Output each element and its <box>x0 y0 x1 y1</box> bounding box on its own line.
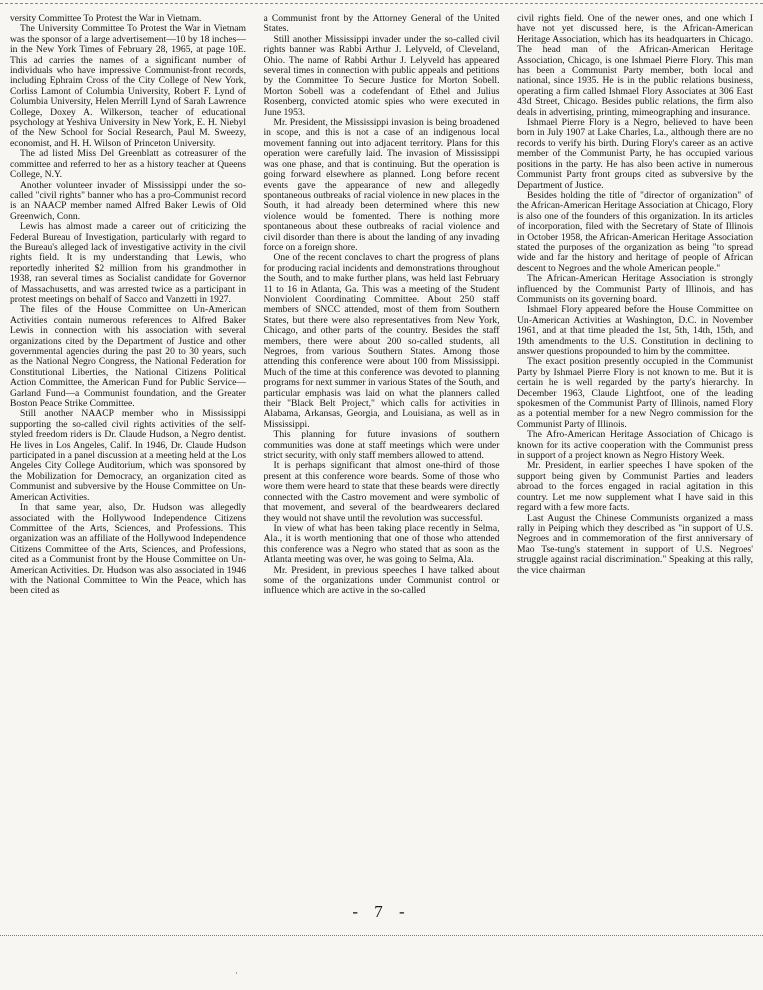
paragraph: Last August the Chinese Communists organized a mass rally in Peiping which they described as "in support of U.S. Negroes and in commemoration of the first anniversary of Mao Tse-tung's statement in support of U.S. Negroes' struggle against racial discrimination." Speaking at this rally, the vice chairman <box>517 512 753 576</box>
paragraph: In that same year, also, Dr. Hudson was allegedly associated with the Hollywood Independence Citizens Committee of the Arts, Sciences, and Professions. This organization was an affiliate of the Hollywood Independence Citizens Committee of the Arts, Sciences, and Professions, cited as a Communist front by the House Committee on Un-American Activities. Dr. Hudson was also associated in 1946 with the National Committee to Win the Peace, which has been cited as <box>10 502 246 597</box>
paragraph: Mr. President, in previous speeches I have talked about some of the organizations under Communist control or influence which are active in the so-called <box>263 564 500 597</box>
paragraph: Lewis has almost made a career out of criticizing the Federal Bureau of Investigation, particularly with regard to the Bureau's alleged lack of investigative activity in the civil rights field. It is my understanding that Lewis, who reportedly inherited $2 million from his grandmother in 1938, ran several times as Socialist candidate for Governor of Massachusetts, and was arrested twice as a participant in protest meetings on behalf of Sacco and Vanzetti in 1927. <box>10 221 246 305</box>
column-3 <box>517 14 753 900</box>
paragraph: a Communist front by the Attorney General of the United States. <box>263 14 500 35</box>
paragraph: Mr. President, the Mississippi invasion is being broadened in scope, and this is not a case of an indigenous local movement fanning out into adjacent territory. Plans for this operation were carefully laid. The invasion of Mississippi was one phase, and that is continuing. But the operation is going forward elsewhere as planned. Long before recent events gave the appearance of new and allegedly spontaneous outbreaks of racial violence in new places in the South, it had already been determined where this new violence would be fomented. There is nothing more spontaneous about these outbreaks of racial violence and civil disorder than there is about the landing of any invading force on a foreign shore. <box>263 117 500 253</box>
paragraph: Still another Mississippi invader under the so-called civil rights banner was Rabbi Arthur J. Lelyveld, of Cleveland, Ohio. The name of Rabbi Arthur J. Lelyveld has appeared several times in connection with public appeals and petitions by the Committee To Secure Justice for Morton Sobell. Morton Sobell was a codefendant of Ethel and Julius Rosenberg, convicted atomic spies who were executed in June 1953. <box>263 33 500 118</box>
text-columns <box>10 14 753 900</box>
paragraph: This planning for future invasions of southern communities was done at staff meetings which were under strict security, with only staff members allowed to attend. <box>263 429 500 462</box>
paragraph: It is perhaps significant that almost one-third of those present at this conference wore beards. Some of those who wore them were heard to state that these beards were directly connected with the Castro movement and were symbolic of that movement, and several of the beardwearers declared they would not shave until the revolution was successful. <box>263 460 500 524</box>
paragraph: civil rights field. One of the newer ones, and one which I have not yet discussed here, is the African-American Heritage Association, which has its headquarters in Chicago. The head man of the African-American Heritage Association, Chicago, is one Ishmael Pierre Flory. This man has been a Communist Party member, both local and national, since 1935. He is in the public relations business, operating a firm called Ishmael Flory Associates at 306 East 43d Street, Chicago. Besides public relations, the firm also deals in advertising, printing, mimeographing and insurance. <box>517 14 753 118</box>
paragraph: Mr. President, in earlier speeches I have spoken of the support being given by Communist Parties and leaders abroad to the forces engaged in racial agitation in this country. Let me now supplement what I have said in this regard with a few more facts. <box>517 460 753 514</box>
paragraph: One of the recent conclaves to chart the progress of plans for producing racial incidents and demonstrations throughout the South, and to make further plans, was held last February 11 to 16 in Atlanta, Ga. This was a meeting of the Student Nonviolent Coordinating Committee. About 250 staff members of SNCC attended, most of them from Southern States, but there were also representatives from New York, Chicago, and other parts of the country. Besides the staff members, there were about 200 so-called students, all Negroes, from various Southern States. Among those attending this conference were about 100 from Mississippi. Much of the time at this conference was devoted to planning programs for next summer in various States of the South, and particular emphasis was laid on what the planners called their "Black Belt Project," which calls for activities in Alabama, Arkansas, Georgia, and Louisiana, as well as in Mississippi. <box>263 252 500 430</box>
paragraph: The Afro-American Heritage Association of Chicago is known for its active cooperation with the Communist press in support of a project known as Negro History Week. <box>517 429 753 462</box>
paragraph: versity Committee To Protest the War in Vietnam. <box>10 14 202 24</box>
paragraph: The exact position presently occupied in the Communist Party by Ishmael Pierre Flory is not known to me. But it is certain he is well regarded by the party's hierarchy. In December 1963, Claude Lightfoot, one of the leading spokesmen of the Communist Party of Illinois, named Flory as a potential member for a new Negro commission for the Communist Party of Illinois. <box>517 356 753 430</box>
paragraph: The African-American Heritage Association is strongly influenced by the Communist Party of Illinois, and has Communists on its governing board. <box>517 273 753 305</box>
scan-speck: · <box>235 968 238 978</box>
paragraph: The University Committee To Protest the War in Vietnam was the sponsor of a large advertisement—10 by 18 inches—in the New York Times of February 28, 1965, at page 10E. This ad carries the names of a significant number of individuals who have impressive Communist-front records, including Ephraim Cross of the City College of New York, Corliss Lamont of Columbia University, Robert F. Lynd of Columbia University, Helen Merrill Lynd of Sarah Lawrence College, Doxey A. Wilkerson, teacher of educational psychology at Yeshiva University in New York, E. H. Niebyl of the New School for Social Research, Paul M. Sweezy, economist, and H. H. Wilson of Princeton University. <box>10 23 246 149</box>
paragraph: Ishmael Pierre Flory is a Negro, believed to have been born in July 1907 at Lake Charles, La., although there are no records to verify his birth. During Flory's career as an active member of the Communist Party, he has occupied various positions in the party. He has also been active in numerous Communist Party front groups cited as subversive by the Department of Justice. <box>517 117 753 191</box>
paragraph: Ishmael Flory appeared before the House Committee on Un-American Activities at Washington, D.C. in November 1961, and at that time pleaded the 1st, 5th, 14th, 15th, and 19th amendments to the U.S. Constitution in declining to answer questions propounded to him by the committee. <box>517 304 753 357</box>
column-1 <box>10 14 246 900</box>
paragraph: In view of what has been taking place recently in Selma, Ala., it is worth mentioning that one of those who attended this conference was a Negro who stated that as soon as the Atlanta meeting was over, he was going to Selma, Ala. <box>263 522 500 566</box>
paragraph: Still another NAACP member who in Mississippi supporting the so-called civil rights activities of the self-styled freedom riders is Dr. Claude Hudson, a Negro dentist. He lives in Los Angeles, Calif. In 1946, Dr. Claude Hudson participated in a panel discussion at a meeting held at the Los Angeles City College Auditorium, which was sponsored by the Mobilization for Democracy, an organization cited as Communist and subversive by the House Committee on Un-American Activities. <box>10 408 246 503</box>
column-2 <box>264 14 500 900</box>
top-border-line <box>0 3 763 4</box>
footer-border-line <box>0 935 763 936</box>
paragraph: Besides holding the title of "director of organization" of the African-American Heritage Association at Chicago, Flory is also one of the founders of this organization. In its articles of incorporation, filed with the Secretary of State of Illinois in October 1958, the African-American Heritage Association stated the purposes of the organization as being "to spread wide and far the history and heritage of people of African descent to Negroes and the whole American people." <box>517 189 753 274</box>
page-number: - 7 - <box>352 902 411 921</box>
paragraph: Another volunteer invader of Mississippi under the so-called "civil rights" banner who has a pro-Communist record is an NAACP member named Alfred Baker Lewis of Old Greenwich, Conn. <box>10 179 246 222</box>
paragraph: The ad listed Miss Del Greenblatt as cotreasurer of the committee and referred to her as a history teacher at Queens College, N.Y. <box>10 148 246 181</box>
paragraph: The files of the House Committee on Un-American Activities contain numerous references to Alfred Baker Lewis in connection with his association with several organizations cited by the Department of Justice and other governmental agencies during the past 20 to 30 years, such as the National Negro Congress, the National Federation for Constitutional Liberties, the National Citizens Political Action Committee, the American Fund for Public Service—Garland Fund—a Communist foundation, and the Greater Boston Peace Strike Committee. <box>10 304 246 410</box>
